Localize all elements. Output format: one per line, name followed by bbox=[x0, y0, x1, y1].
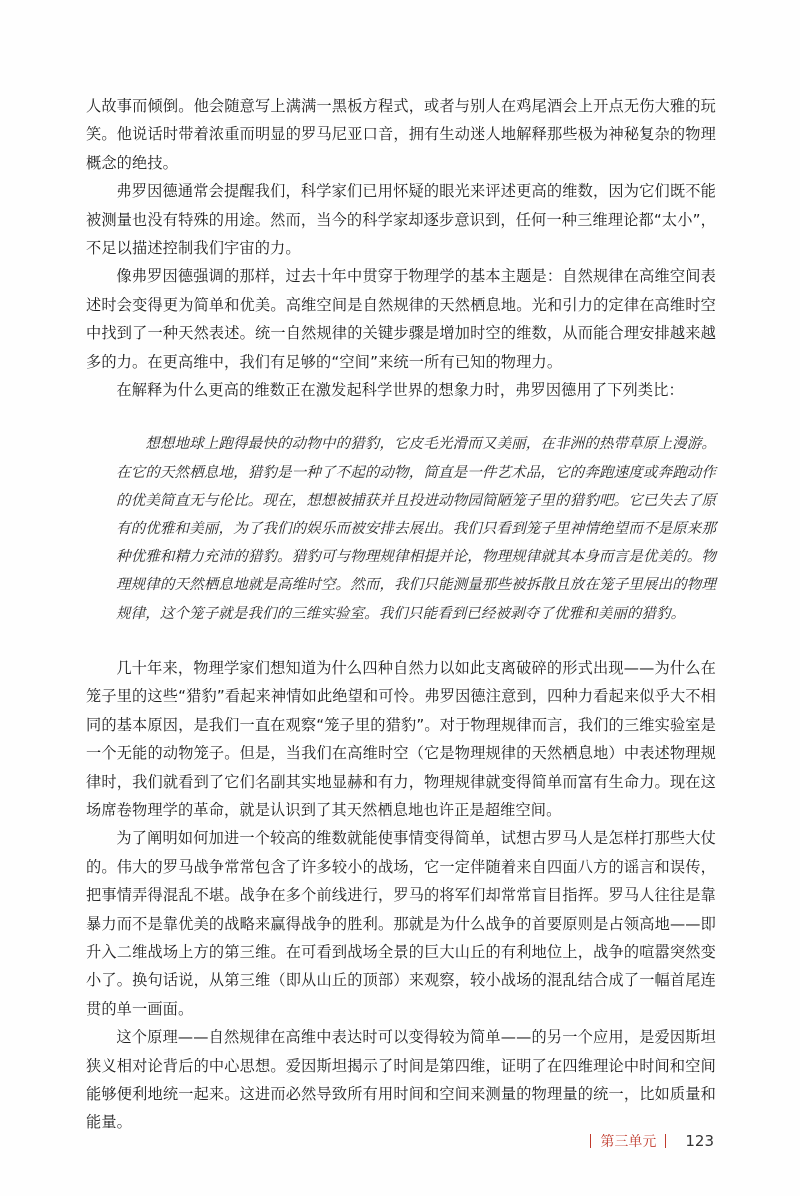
quote-text: 想想地球上跑得最快的动物中的猎豹，它皮毛光滑而又美丽，在非洲的热带草原上漫游。在它的天然栖息地，猎豹是一种了不起的动物，简直是一件艺术品，它的奔跑速度或奔跑动作的优美简直无与伦比。现在，想想被捕获并且投进动物园简陋笼子里的猎豹吧。它已失去了原有的优雅和美丽，为了我们的娱乐而被安排去展出。我们只看到笼子里神情绝望而不是原来那种优雅和精力充沛的猎豹。猎豹可与物理规律相提并论，物理规律就其本身而言是优美的。物理规律的天然栖息地就是高维时空。然而，我们只能测量那些被拆散且放在笼子里展出的物理规律，这个笼子就是我们的三维实验室。我们只能看到已经被剥夺了优雅和美丽的猎豹。 bbox=[116, 435, 716, 622]
paragraph-5: 几十年来，物理学家们想知道为什么四种自然力以如此支离破碎的形式出现——为什么在笼子里的这些“猎豹”看起来神情如此绝望和可怜。弗罗因德注意到，四种力看起来似乎大不相同的基本原因，是我们一直在观察“笼子里的猎豹”。对于物理规律而言，我们的三维实验室是一个无能的动物笼子。但是，当我们在高维时空（它是物理规律的天然栖息地）中表述物理规律时，我们就看到了它们名副其实地显赫和有力，物理规律就变得简单而富有生命力。现在这场席卷物理学的革命，就是认识到了其天然栖息地也许正是超维空间。 bbox=[86, 658, 716, 819]
page-footer bbox=[581, 1131, 714, 1151]
paragraph-1: 人故事而倾倒。他会随意写上满满一黑板方程式，或者与别人在鸡尾酒会上开点无伤大雅的玩笑。他说话时带着浓重而明显的罗马尼亚口音，拥有生动迷人地解释那些极为神秘复杂的物理概念的绝技。 bbox=[86, 97, 716, 172]
paragraph-7: 这个原理——自然规律在高维中表达时可以变得较为简单——的另一个应用，是爱因斯坦狭义相对论背后的中心思想。爱因斯坦揭示了时间是第四维，证明了在四维理论中时间和空间能够便利地统一起来。这进而必然导致所有用时间和空间来测量的物理量的统一，比如质量和能量。 bbox=[86, 1028, 716, 1132]
block-quote bbox=[116, 430, 716, 627]
paragraph-3: 像弗罗因德强调的那样，过去十年中贯穿于物理学的基本主题是：自然规律在高维空间表述时会变得更为简单和优美。高维空间是自然规律的天然栖息地。光和引力的定律在高维时空中找到了一种天然表述。统一自然规律的关键步骤是增加时空的维数，从而能合理安排越来越多的力。在更高维中，我们有足够的“空间”来统一所有已知的物理力。 bbox=[86, 267, 716, 371]
footer-divider-right bbox=[665, 1134, 666, 1148]
footer-divider-left bbox=[590, 1134, 591, 1148]
unit-label: 第三单元 bbox=[600, 1134, 657, 1150]
paragraph-2: 弗罗因德通常会提醒我们，科学家们已用怀疑的眼光来评述更高的维数，因为它们既不能被测量也没有特殊的用途。然而，当今的科学家却逐步意识到，任何一种三维理论都“太小”，不足以描述控制我们宇宙的力。 bbox=[86, 182, 716, 258]
page-number: 123 bbox=[685, 1132, 714, 1150]
body-text bbox=[86, 92, 716, 1137]
paragraph-6: 为了阐明如何加进一个较高的维数就能使事情变得简单，试想古罗马人是怎样打那些大仗的。伟大的罗马战争常常包含了许多较小的战场，它一定伴随着来自四面八方的谣言和误传，把事情弄得混乱不堪。战争在多个前线进行，罗马的将军们却常常盲目指挥。罗马人往往是靠暴力而不是靠优美的战略来赢得战争的胜利。那就是为什么战争的首要原则是占领高地——即升入二维战场上方的第三维。在可看到战场全景的巨大山丘的有利地位上，战争的喧嚣突然变小了。换句话说，从第三维（即从山丘的顶部）来观察，较小战场的混乱结合成了一幅首尾连贯的单一画面。 bbox=[86, 829, 716, 1018]
paragraph-4: 在解释为什么更高的维数正在激发起科学世界的想象力时，弗罗因德用了下列类比： bbox=[116, 381, 684, 400]
